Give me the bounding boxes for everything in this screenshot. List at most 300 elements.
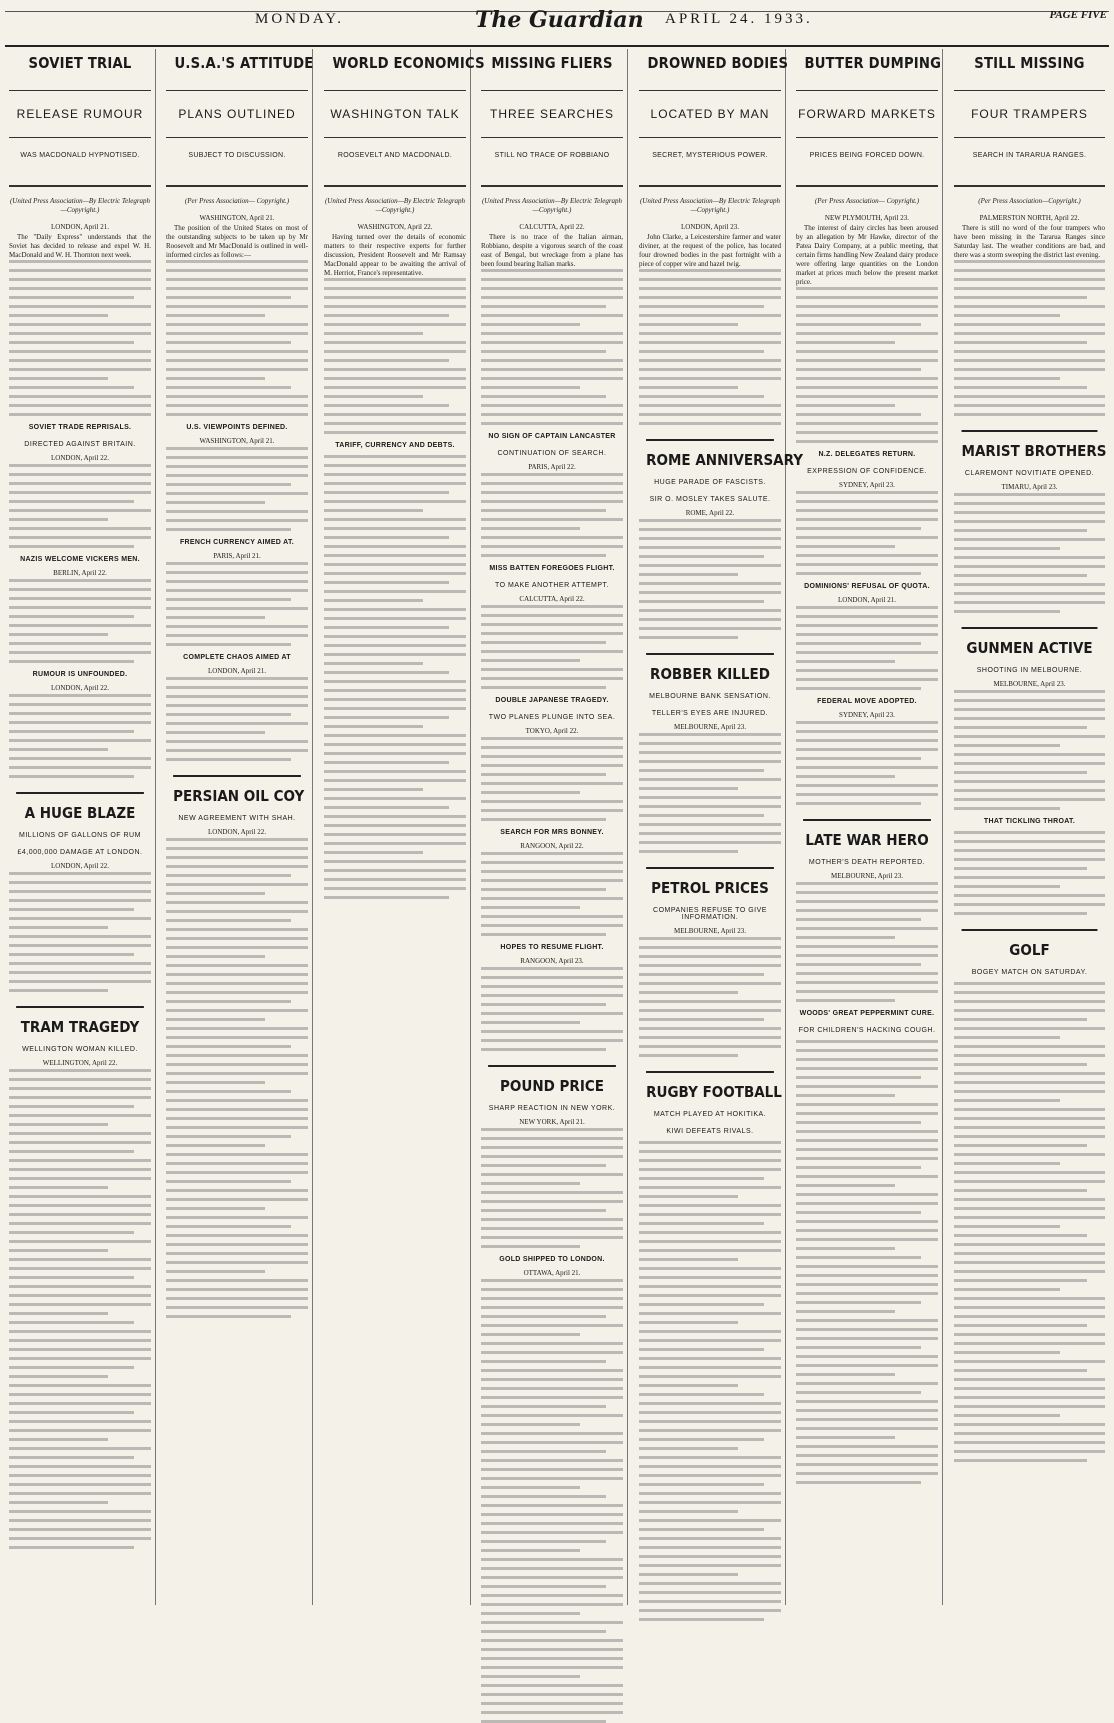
text-line [796, 963, 921, 966]
body-text-block [9, 260, 151, 416]
text-line [9, 1078, 151, 1081]
text-line [796, 1202, 938, 1205]
dateline: WASHINGTON, April 21. [199, 214, 275, 222]
text-line [9, 1177, 151, 1180]
text-line [166, 296, 291, 299]
text-line [166, 704, 308, 707]
text-line [639, 955, 781, 958]
column-grid [5, 49, 1109, 1605]
text-line [9, 482, 151, 485]
text-line [166, 1288, 308, 1291]
text-line [481, 861, 623, 864]
text-line [796, 1346, 921, 1349]
text-line [639, 1168, 781, 1171]
text-line [796, 730, 938, 733]
text-line [954, 386, 1087, 389]
text-line [481, 1306, 623, 1309]
text-line [954, 341, 1087, 344]
text-line [796, 1328, 938, 1331]
section-dateline: ROME, April 22. [685, 509, 735, 517]
text-line [481, 632, 623, 635]
text-line [639, 1582, 781, 1585]
body-text-block [166, 964, 308, 1318]
text-line [324, 332, 423, 335]
text-line [481, 500, 623, 503]
text-line [954, 1063, 1087, 1066]
text-line [9, 1357, 151, 1360]
text-line [324, 869, 466, 872]
section-deck-2: SIR O. MOSLEY TAKES SALUTE. [649, 496, 771, 503]
section-dateline: CALCUTTA, April 22. [519, 595, 585, 603]
text-line [954, 1225, 1060, 1228]
text-line [166, 634, 308, 637]
text-line [796, 802, 921, 805]
text-line [639, 609, 781, 612]
section-subhead: TARIFF, CURRENCY AND DEBTS. [335, 442, 455, 449]
text-line [9, 1474, 151, 1477]
text-line [481, 994, 623, 997]
text-line [166, 1054, 308, 1057]
text-line [639, 814, 764, 817]
text-line [639, 278, 781, 281]
text-line [9, 588, 151, 591]
text-line [639, 1375, 781, 1378]
text-line [639, 769, 764, 772]
text-line [954, 982, 1105, 985]
body-text-block [166, 447, 308, 531]
text-line [954, 1297, 1105, 1300]
text-line [796, 1094, 895, 1097]
text-line [166, 847, 308, 850]
text-line [796, 1211, 921, 1214]
text-line [166, 260, 308, 263]
body-text-block [796, 882, 938, 1002]
body-text-block [166, 562, 308, 646]
text-line [639, 778, 781, 781]
text-line [481, 1540, 606, 1543]
section-dateline: BERLIN, April 22. [53, 569, 107, 577]
text-line [796, 368, 921, 371]
text-line [481, 1504, 623, 1507]
text-line [796, 341, 895, 344]
text-line [639, 1537, 781, 1540]
text-line [639, 359, 781, 362]
column-4 [477, 49, 628, 1605]
text-line [954, 1135, 1105, 1138]
deck: RELEASE RUMOUR [9, 90, 151, 121]
text-line [9, 1159, 151, 1162]
text-line [324, 860, 466, 863]
text-line [166, 874, 291, 877]
text-line [796, 891, 938, 894]
text-line [166, 359, 308, 362]
section-dateline: RANGOON, April 22. [520, 842, 584, 850]
text-line [954, 1153, 1105, 1156]
text-line [796, 386, 938, 389]
text-line [166, 1045, 291, 1048]
text-line [481, 482, 623, 485]
text-line [166, 465, 308, 468]
text-line [166, 883, 308, 886]
text-line [639, 1474, 781, 1477]
section-deck: SHOOTING IN MELBOURNE. [976, 667, 1083, 674]
text-line [166, 677, 308, 680]
text-line [481, 1191, 623, 1194]
text-line [324, 590, 466, 593]
text-line [9, 739, 151, 742]
text-line [639, 1456, 781, 1459]
text-line [954, 278, 1105, 281]
text-line [481, 1030, 623, 1033]
text-line [324, 725, 423, 728]
text-line [9, 1438, 108, 1441]
text-line [9, 1114, 151, 1117]
section-headline: PETROL PRICES [646, 867, 774, 897]
wire-credit: (United Press Association—By Electric Telegraph—Copyright.) [481, 185, 623, 215]
text-line [954, 350, 1105, 353]
section-dateline: LONDON, April 21. [208, 667, 266, 675]
text-line [796, 1157, 938, 1160]
section-dateline: SYDNEY, April 23. [839, 711, 895, 719]
text-line [481, 1459, 623, 1462]
text-line [324, 464, 466, 467]
text-line [954, 1261, 1105, 1264]
text-line [324, 323, 466, 326]
column-2 [162, 49, 313, 1605]
text-line [796, 669, 938, 672]
text-line [166, 598, 291, 601]
text-line [481, 933, 606, 936]
section-deck: FOR CHILDREN'S HACKING COUGH. [798, 1027, 936, 1034]
text-line [324, 395, 423, 398]
text-line [796, 633, 938, 636]
text-line [166, 1243, 308, 1246]
text-line [796, 527, 921, 530]
text-line [9, 1537, 151, 1540]
masthead [5, 5, 1109, 47]
text-line [324, 518, 466, 521]
body-text-block [954, 831, 1105, 915]
text-line [166, 1261, 308, 1264]
body-text-block [324, 278, 466, 434]
column-5 [635, 49, 804, 1605]
text-line [639, 341, 781, 344]
text-line [796, 404, 895, 407]
text-line [639, 805, 781, 808]
text-line [324, 617, 466, 620]
text-line [9, 606, 151, 609]
text-line [166, 332, 308, 335]
text-line [954, 1324, 1087, 1327]
text-line [9, 694, 151, 697]
text-line [639, 1312, 781, 1315]
section-subhead: SEARCH FOR MRS BONNEY. [500, 829, 604, 836]
text-line [166, 1117, 308, 1120]
text-line [639, 1609, 781, 1612]
text-line [481, 1003, 606, 1006]
text-line [9, 1294, 151, 1297]
text-line [954, 831, 1105, 834]
text-line [639, 591, 781, 594]
text-line [481, 1351, 623, 1354]
text-line [639, 564, 781, 567]
text-line [166, 350, 308, 353]
text-line [166, 1279, 308, 1282]
text-line [796, 1076, 921, 1079]
text-line [481, 1200, 623, 1203]
text-line [639, 733, 781, 736]
text-line [639, 1009, 781, 1012]
text-line [324, 806, 449, 809]
text-line [954, 1117, 1105, 1120]
text-line [954, 1189, 1087, 1192]
text-line [9, 1348, 151, 1351]
section-deck: WELLINGTON WOMAN KILLED. [22, 1046, 138, 1053]
text-line [481, 1531, 623, 1534]
text-line [9, 935, 151, 938]
text-line [954, 1459, 1087, 1462]
text-line [324, 404, 449, 407]
section-headline: ROBBER KILLED [646, 653, 774, 683]
text-line [639, 1411, 781, 1414]
text-line [166, 1180, 291, 1183]
text-line [796, 1310, 895, 1313]
text-line [9, 748, 108, 751]
text-line [166, 856, 308, 859]
text-line [796, 1409, 938, 1412]
text-line [796, 981, 938, 984]
text-line [954, 1009, 1105, 1012]
text-line [9, 545, 134, 548]
text-line [796, 1391, 921, 1394]
text-line [481, 368, 623, 371]
section-dateline: LONDON, April 22. [51, 862, 109, 870]
text-line [324, 431, 466, 434]
text-line [796, 1049, 938, 1052]
text-line [481, 1513, 623, 1516]
text-line [324, 707, 466, 710]
text-line [166, 740, 308, 743]
section-deck: DIRECTED AGAINST BRITAIN. [24, 441, 136, 448]
text-line [954, 314, 1060, 317]
text-line [324, 878, 466, 881]
section-headline: GOLF [962, 929, 1098, 959]
text-line [639, 1195, 738, 1198]
text-line [481, 341, 623, 344]
text-line [954, 601, 1105, 604]
body-text-block [639, 519, 781, 639]
text-line [9, 775, 134, 778]
text-line [796, 1085, 938, 1088]
text-line [639, 1213, 781, 1216]
text-line [481, 491, 623, 494]
text-line [9, 1258, 151, 1261]
text-line [9, 962, 151, 965]
text-line [954, 1414, 1060, 1417]
text-line [639, 991, 738, 994]
text-line [639, 1222, 764, 1225]
text-line [481, 1648, 623, 1651]
text-line [166, 269, 308, 272]
text-line [954, 1369, 1087, 1372]
text-line [166, 404, 308, 407]
text-line [481, 269, 623, 272]
text-line [796, 1139, 938, 1142]
text-line [9, 1465, 151, 1468]
text-line [9, 1546, 134, 1549]
text-line [9, 980, 151, 983]
text-line [639, 314, 781, 317]
text-line [9, 944, 151, 947]
column-7 [950, 49, 1109, 1605]
text-line [796, 678, 938, 681]
text-line [796, 1265, 938, 1268]
body-text-block [639, 733, 781, 853]
text-line [9, 491, 151, 494]
section-subhead: NAZIS WELCOME VICKERS MEN. [20, 556, 140, 563]
text-line [796, 491, 938, 494]
text-line [481, 1639, 623, 1642]
text-line [796, 314, 938, 317]
text-line [324, 734, 466, 737]
text-line [166, 278, 308, 281]
text-line [639, 368, 781, 371]
dateline: LONDON, April 23. [681, 223, 739, 231]
text-line [324, 554, 466, 557]
article-lead: The position of the United States on most of the outstanding subjects to be taken up by Mr Roosevelt and Mr MacDonald is outlined in well-informed circles as follows:— [166, 224, 308, 259]
text-line [166, 643, 291, 646]
text-line [9, 730, 134, 733]
headline: WORLD ECONOMICS [332, 54, 485, 72]
text-line [954, 1306, 1105, 1309]
text-line [954, 547, 1060, 550]
text-line [324, 455, 466, 458]
text-line [324, 698, 466, 701]
text-line [9, 615, 134, 618]
text-line [639, 1249, 781, 1252]
text-line [481, 527, 580, 530]
section-headline: LATE WAR HERO [803, 819, 931, 849]
text-line [9, 766, 151, 769]
text-line [9, 332, 151, 335]
subdeck: SUBJECT TO DISCUSSION. [166, 137, 308, 159]
section-dateline: LONDON, April 22. [208, 828, 266, 836]
masthead-paper-name: The Guardian [475, 7, 644, 33]
text-line [481, 879, 623, 882]
text-line [954, 903, 1105, 906]
text-line [954, 565, 1105, 568]
text-line [166, 1063, 308, 1066]
text-line [639, 1501, 781, 1504]
text-line [166, 722, 308, 725]
text-line [324, 296, 466, 299]
text-line [796, 642, 921, 645]
text-line [166, 1234, 308, 1237]
text-line [166, 982, 308, 985]
text-line [9, 1195, 151, 1198]
text-line [324, 770, 466, 773]
text-line [324, 815, 466, 818]
text-line [481, 897, 623, 900]
text-line [954, 807, 1060, 810]
headline: U.S.A.'S ATTITUDE [174, 54, 314, 72]
text-line [481, 350, 606, 353]
text-line [639, 982, 781, 985]
text-line [9, 1411, 134, 1414]
text-line [954, 287, 1105, 290]
text-line [639, 1618, 764, 1621]
article-lead: There is still no word of the four trampers who have been missing in the Tararua Ranges since Saturday last. The weather conditions are bad, and there was a storm sweeping the district last evening. [954, 224, 1105, 259]
text-line [166, 1108, 308, 1111]
text-line [324, 509, 423, 512]
text-line [796, 757, 921, 760]
text-line [481, 677, 623, 680]
section-subhead: FEDERAL MOVE ADOPTED. [817, 698, 917, 705]
text-line [481, 1630, 606, 1633]
text-line [481, 1585, 606, 1588]
text-line [954, 511, 1105, 514]
text-line [166, 1135, 291, 1138]
text-line [796, 1400, 938, 1403]
text-line [639, 1330, 781, 1333]
text-line [639, 323, 738, 326]
text-line [639, 600, 764, 603]
newspaper-page [5, 5, 1109, 1609]
text-line [9, 579, 151, 582]
text-line [639, 1402, 781, 1405]
headline: STILL MISSING [974, 54, 1085, 72]
text-line [954, 1198, 1105, 1201]
text-line [9, 1312, 108, 1315]
text-line [639, 751, 781, 754]
text-line [639, 796, 781, 799]
text-line [481, 314, 623, 317]
text-line [954, 1396, 1105, 1399]
text-line [639, 636, 738, 639]
text-line [796, 518, 938, 521]
text-line [954, 583, 1105, 586]
text-line [954, 1270, 1105, 1273]
text-line [166, 395, 308, 398]
text-line [166, 865, 308, 868]
text-line [954, 296, 1087, 299]
text-line [796, 882, 938, 885]
text-line [166, 1252, 308, 1255]
text-line [796, 545, 895, 548]
text-line [481, 800, 623, 803]
text-line [9, 1276, 134, 1279]
text-line [166, 323, 308, 326]
headline: BUTTER DUMPING [804, 54, 942, 72]
text-line [166, 695, 308, 698]
deck: PLANS OUTLINED [166, 90, 308, 121]
text-line [481, 1441, 623, 1444]
text-line [9, 359, 151, 362]
text-line [954, 1045, 1105, 1048]
text-line [9, 395, 151, 398]
text-line [481, 906, 580, 909]
text-line [954, 912, 1087, 915]
text-line [481, 1675, 580, 1678]
text-line [639, 1366, 781, 1369]
text-line [796, 500, 938, 503]
text-line [324, 287, 466, 290]
text-line [9, 1429, 151, 1432]
text-line [796, 1364, 938, 1367]
text-line [796, 999, 895, 1002]
text-line [9, 712, 151, 715]
text-line [639, 1600, 781, 1603]
